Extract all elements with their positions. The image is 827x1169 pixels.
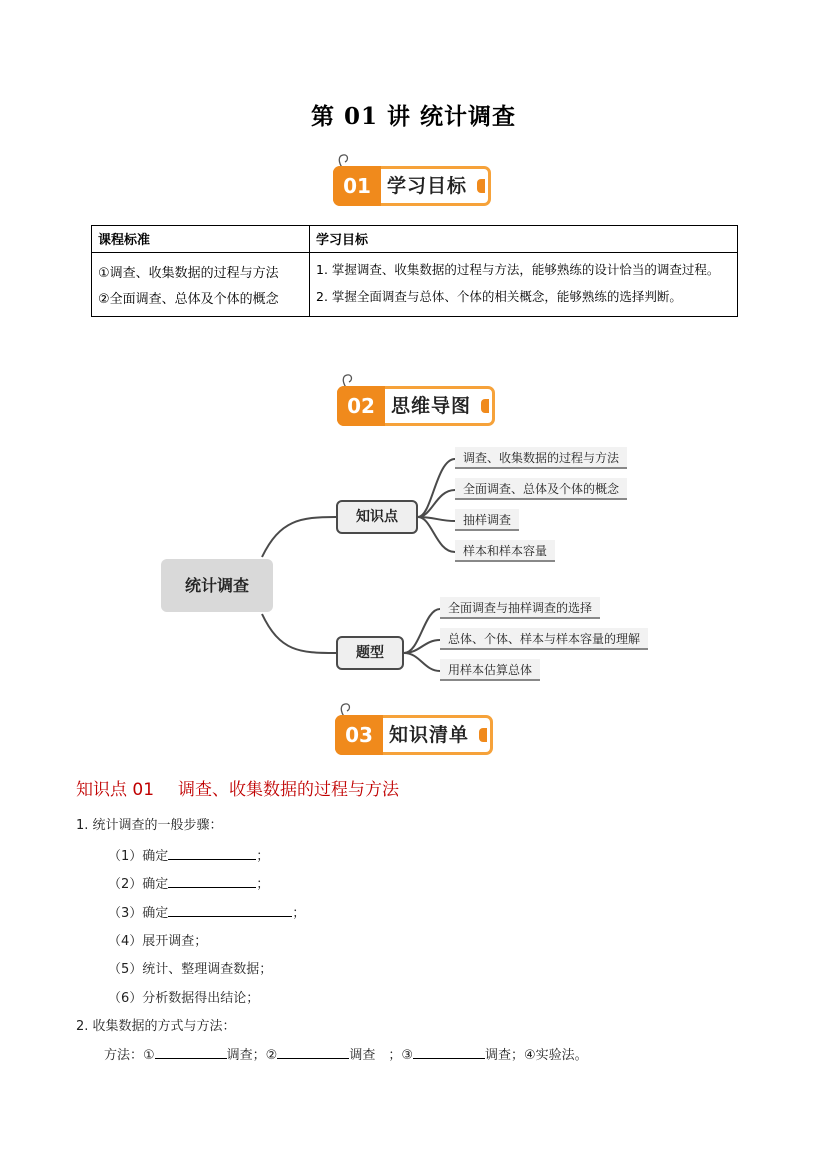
steps-intro: 1. 统计调查的一般步骤：	[76, 818, 223, 833]
knowledge-point-title: 调查、收集数据的过程与方法	[178, 780, 400, 800]
banner-notch	[479, 728, 487, 742]
methods-text: 方法：①	[104, 1048, 155, 1063]
answer-blank[interactable]	[168, 902, 292, 917]
mindmap-leaf: 全面调查、总体及个体的概念	[455, 478, 627, 500]
mindmap-leaf: 全面调查与抽样调查的选择	[440, 597, 600, 619]
step-item: （6）分析数据得出结论；	[108, 991, 260, 1006]
section-label: 知识清单	[389, 724, 470, 746]
step-item: （5）统计、整理调查数据；	[108, 962, 273, 977]
methods-intro: 2. 收集数据的方式与方法：	[76, 1019, 236, 1034]
answer-blank[interactable]	[155, 1044, 227, 1059]
step-item	[108, 845, 269, 864]
section-number: 03	[335, 715, 383, 755]
step-text: （2）确定	[108, 877, 169, 892]
standard-item: ①调查、收集数据的过程与方法	[98, 266, 279, 281]
table-header-standard: 课程标准	[92, 226, 310, 253]
section-banner-knowledge	[335, 715, 493, 755]
answer-blank[interactable]	[413, 1044, 485, 1059]
methods-text: 调查；④实验法。	[484, 1048, 588, 1063]
methods-text: 调查 ；③	[349, 1048, 413, 1063]
step-text: （1）确定	[108, 849, 169, 864]
step-punct: ；	[256, 849, 270, 864]
step-punct: ；	[292, 906, 306, 921]
mindmap-branch-knowledge: 知识点	[336, 500, 418, 534]
mindmap-branch-question-types: 题型	[336, 636, 404, 670]
section-label: 学习目标	[387, 175, 468, 197]
standard-item: ②全面调查、总体及个体的概念	[98, 292, 279, 307]
step-item	[108, 902, 305, 921]
methods-text: 调查；②	[226, 1048, 278, 1063]
answer-blank[interactable]	[277, 1044, 349, 1059]
knowledge-point-heading	[76, 775, 399, 800]
knowledge-point-label: 知识点 01	[76, 780, 155, 800]
section-label: 思维导图	[391, 395, 472, 417]
section-number: 02	[337, 386, 385, 426]
step-punct: ；	[256, 877, 270, 892]
methods-line	[104, 1044, 588, 1063]
mindmap-leaf: 调查、收集数据的过程与方法	[455, 447, 627, 469]
objective-item: 2. 掌握全面调查与总体、个体的相关概念，能够熟练的选择判断。	[316, 289, 682, 304]
table-header-objective: 学习目标	[310, 226, 738, 253]
page-title: 第 01 讲 统计调查	[310, 103, 517, 130]
mindmap-leaf: 抽样调查	[455, 509, 519, 531]
step-item: （4）展开调查；	[108, 934, 208, 949]
answer-blank[interactable]	[168, 873, 256, 888]
objective-item: 1. 掌握调查、收集数据的过程与方法，能够熟练的设计恰当的调查过程。	[316, 262, 720, 277]
section-number: 01	[333, 166, 381, 206]
step-item	[108, 873, 269, 892]
mindmap-root: 统计调查	[161, 559, 273, 612]
step-text: （3）确定	[108, 906, 169, 921]
mindmap-leaf: 用样本估算总体	[440, 659, 540, 681]
mindmap-leaf: 总体、个体、样本与样本容量的理解	[440, 628, 648, 650]
mindmap-leaf: 样本和样本容量	[455, 540, 555, 562]
answer-blank[interactable]	[168, 845, 256, 860]
